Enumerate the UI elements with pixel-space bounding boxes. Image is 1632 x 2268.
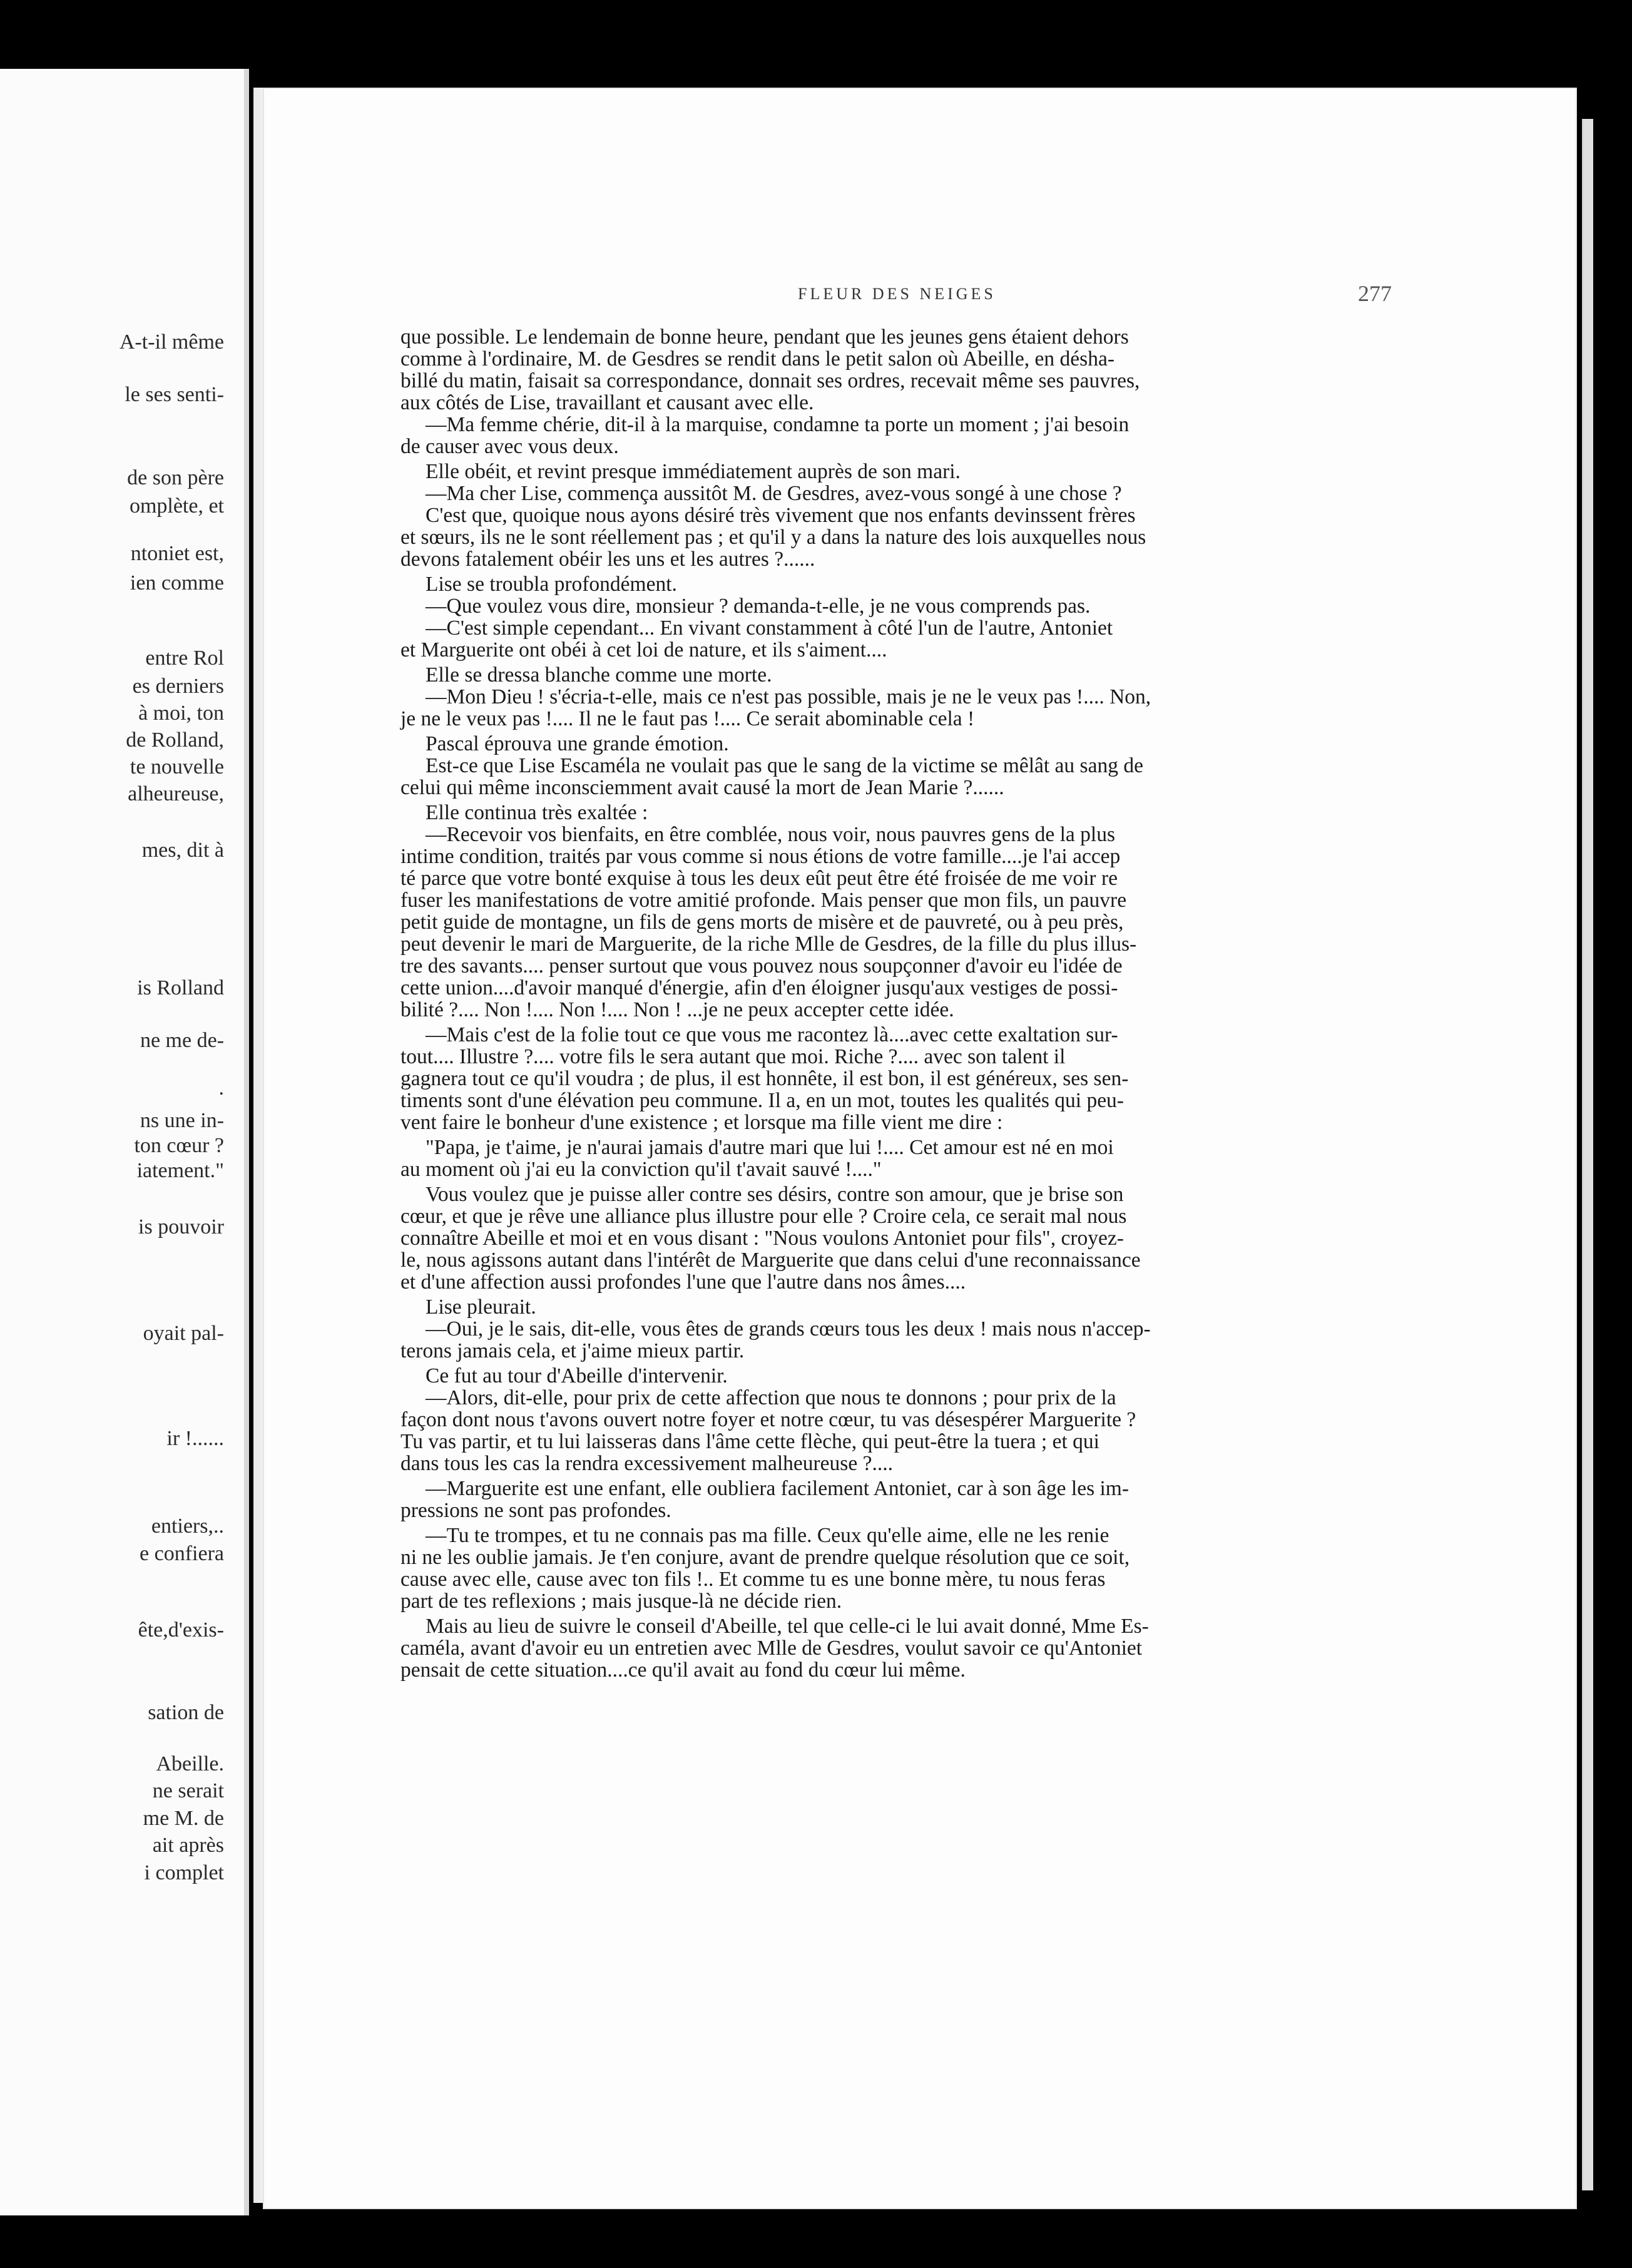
text-line: et d'une affection aussi profondes l'une que l'autre dans nos âmes....: [400, 1270, 966, 1294]
text-line: de causer avec vous deux.: [400, 435, 619, 458]
text-line: terons jamais cela, et j'aime mieux partir.: [400, 1339, 745, 1362]
text-line: pressions ne sont pas profondes.: [400, 1499, 671, 1522]
text-line: —Ma femme chérie, dit-il à la marquise, condamne ta porte un moment ; j'ai besoin: [426, 413, 1130, 436]
text-line: aux côtés de Lise, travaillant et causant avec elle.: [400, 391, 814, 414]
left-page-line: ait après: [152, 1834, 224, 1857]
text-line: et sœurs, ils ne le sont réellement pas ; et qu'il y a dans la nature des lois auxquelles nous: [400, 526, 1146, 549]
left-page-line: ien comme: [130, 571, 224, 595]
text-line: —Mais c'est de la folie tout ce que vous me racontez là....avec cette exaltation sur-: [426, 1023, 1118, 1046]
text-line: billé du matin, faisait sa correspondance, donnait ses ordres, recevait même ses pauvres,: [400, 369, 1140, 392]
text-line: connaître Abeille et moi et en vous disant : "Nous voulons Antoniet pour fils", croyez-: [400, 1227, 1124, 1250]
left-page-line: le ses senti-: [125, 383, 224, 406]
left-page-line: te nouvelle: [130, 755, 224, 779]
text-line: bilité ?.... Non !.... Non !.... Non ! ...je ne peux accepter cette idée.: [400, 998, 954, 1021]
text-line: Tu vas partir, et tu lui laisseras dans l'âme cette flèche, qui peut-être la tuera ; et qui: [400, 1430, 1099, 1453]
text-line: Ce fut au tour d'Abeille d'intervenir.: [426, 1364, 728, 1387]
left-page-line: ête,d'exis-: [138, 1618, 224, 1642]
left-page-line: Abeille.: [156, 1752, 224, 1775]
text-line: cause avec elle, cause avec ton fils !.. Et comme tu es une bonne mère, tu nous feras: [400, 1568, 1106, 1591]
text-line: "Papa, je t'aime, je n'aurai jamais d'autre mari que lui !.... Cet amour est né en moi: [426, 1136, 1114, 1159]
left-page-line: i complet: [144, 1861, 224, 1884]
text-line: —Mon Dieu ! s'écria-t-elle, mais ce n'est pas possible, mais je ne le veux pas !.... Non,: [426, 685, 1151, 708]
text-line: gagnera tout ce qu'il voudra ; de plus, il est honnête, il est bon, il est généreux, ses sen-: [400, 1067, 1129, 1090]
text-line: tout.... Illustre ?.... votre fils le sera autant que moi. Riche ?.... avec son talent il: [400, 1045, 1066, 1068]
text-line: té parce que votre bonté exquise à tous les deux eût peut être été froisée de me voir re: [400, 867, 1118, 890]
text-line: peut devenir le mari de Marguerite, de la riche Mlle de Gesdres, de la fille du plus illus-: [400, 932, 1137, 956]
left-page-line: de Rolland,: [126, 728, 224, 752]
text-line: cette union....d'avoir manqué d'énergie, afin d'en éloigner jusqu'aux vestiges de possi-: [400, 976, 1118, 999]
text-line: —Oui, je le sais, dit-elle, vous êtes de grands cœurs tous les deux ! mais nous n'accep-: [426, 1317, 1151, 1341]
left-page-line: alheureuse,: [128, 782, 224, 805]
left-page-line: me M. de: [143, 1807, 224, 1830]
text-line: celui qui même inconsciemment avait causé la mort de Jean Marie ?......: [400, 776, 1004, 799]
left-page-line: mes, dit à: [141, 839, 224, 862]
text-line: façon dont nous t'avons ouvert notre foyer et notre cœur, tu vas désespérer Marguerite ?: [400, 1408, 1136, 1431]
left-page-line: ne me de-: [140, 1029, 224, 1052]
page-edge: [1582, 119, 1593, 2190]
left-page-line: entre Rol: [145, 646, 224, 670]
text-line: le, nous agissons autant dans l'intérêt de Marguerite que dans celui d'une reconnaissance: [400, 1249, 1141, 1272]
left-page-line: ton cœur ?: [134, 1134, 224, 1157]
text-line: —Que voulez vous dire, monsieur ? demanda-t-elle, je ne vous comprends pas.: [426, 595, 1091, 618]
text-line: —C'est simple cependant... En vivant constamment à côté l'un de l'autre, Antoniet: [426, 616, 1113, 640]
left-page-line: .: [218, 1076, 224, 1100]
text-line: —Alors, dit-elle, pour prix de cette affection que nous te donnons ; pour prix de la: [426, 1386, 1116, 1409]
text-line: part de tes reflexions ; mais jusque-là ne décide rien.: [400, 1590, 842, 1613]
text-line: cœur, et que je rêve une alliance plus illustre pour elle ? Croire cela, ce serait mal nous: [400, 1205, 1127, 1228]
text-line: Pascal éprouva une grande émotion.: [426, 732, 729, 755]
left-page-line: es derniers: [132, 675, 224, 698]
text-line: au moment où j'ai eu la conviction qu'il t'avait sauvé !....": [400, 1158, 882, 1181]
text-line: —Tu te trompes, et tu ne connais pas ma fille. Ceux qu'elle aime, elle ne les renie: [426, 1524, 1109, 1547]
text-line: comme à l'ordinaire, M. de Gesdres se rendit dans le petit salon où Abeille, en désha-: [400, 347, 1114, 370]
left-page-line: ns une in-: [140, 1109, 224, 1132]
text-line: ni ne les oublie jamais. Je t'en conjure, avant de prendre quelque résolution que ce soit,: [400, 1546, 1130, 1569]
text-line: Elle continua très exaltée :: [426, 801, 648, 824]
left-page-line: entiers,..: [151, 1515, 224, 1538]
text-line: Vous voulez que je puisse aller contre ses désirs, contre son amour, que je brise son: [426, 1183, 1124, 1206]
text-line: pensait de cette situation....ce qu'il avait au fond du cœur lui même.: [400, 1658, 966, 1682]
page-number: 277: [1358, 281, 1392, 306]
text-line: et Marguerite ont obéi à cet loi de nature, et ils s'aiment....: [400, 638, 887, 662]
left-page-line: à moi, ton: [138, 702, 224, 725]
text-line: —Marguerite est une enfant, elle oubliera facilement Antoniet, car à son âge les im-: [426, 1477, 1130, 1500]
text-line: —Recevoir vos bienfaits, en être comblée, nous voir, nous pauvres gens de la plus: [426, 823, 1116, 846]
text-line: Est-ce que Lise Escaméla ne voulait pas que le sang de la victime se mêlât au sang de: [426, 754, 1143, 777]
text-line: Elle obéit, et revint presque immédiatement auprès de son mari.: [426, 460, 961, 483]
left-page-line: e confiera: [140, 1542, 224, 1565]
left-page: [0, 69, 249, 2215]
text-line: caméla, avant d'avoir eu un entretien avec Mlle de Gesdres, voulut savoir ce qu'Antoniet: [400, 1637, 1143, 1660]
left-page-line: sation de: [148, 1701, 224, 1724]
left-page-line: A-t-il même: [119, 330, 224, 354]
text-line: je ne le veux pas !.... Il ne le faut pas !.... Ce serait abominable cela !: [400, 707, 975, 730]
text-line: que possible. Le lendemain de bonne heure, pendant que les jeunes gens étaient dehors: [400, 325, 1129, 349]
text-line: Lise pleurait.: [426, 1295, 536, 1319]
text-line: Mais au lieu de suivre le conseil d'Abeille, tel que celle-ci le lui avait donné, Mme Es-: [426, 1615, 1149, 1638]
text-line: C'est que, quoique nous ayons désiré très vivement que nos enfants devinssent frères: [426, 504, 1136, 527]
text-line: tre des savants.... penser surtout que vous pouvez nous soupçonner d'avoir eu l'idée de: [400, 954, 1123, 978]
text-line: devons fatalement obéir les uns et les autres ?......: [400, 548, 815, 571]
left-page-line: ne serait: [152, 1779, 224, 1802]
left-page-line: ir !......: [166, 1427, 224, 1450]
left-page-line: iatement.": [136, 1159, 224, 1182]
text-line: —Ma cher Lise, commença aussitôt M. de Gesdres, avez-vous songé à une chose ?: [426, 482, 1122, 505]
text-line: timents sont d'une élévation peu commune. Il a, en un mot, toutes les qualités qui peu-: [400, 1089, 1124, 1112]
left-page-line: is pouvoir: [138, 1215, 224, 1239]
left-page-line: omplète, et: [129, 494, 224, 518]
text-line: Elle se dressa blanche comme une morte.: [426, 663, 772, 687]
text-line: dans tous les cas la rendra excessivement malheureuse ?....: [400, 1452, 893, 1475]
text-line: petit guide de montagne, un fils de gens morts de misère et de pauvreté, ou à peu près,: [400, 911, 1124, 934]
left-page-line: oyait pal-: [143, 1322, 224, 1345]
running-header: FLEUR DES NEIGES: [798, 285, 996, 303]
left-page-line: de son père: [127, 466, 224, 489]
text-line: vent faire le bonheur d'une existence ; et lorsque ma fille vient me dire :: [400, 1111, 1003, 1134]
text-line: Lise se troubla profondément.: [426, 573, 677, 596]
left-page-line: ntoniet est,: [130, 542, 224, 565]
text-line: intime condition, traités par vous comme si nous étions de votre famille....je l'ai accep: [400, 845, 1121, 868]
left-page-line: is Rolland: [137, 976, 224, 999]
text-line: fuser les manifestations de votre amitié profonde. Mais penser que mon fils, un pauvre: [400, 889, 1127, 912]
